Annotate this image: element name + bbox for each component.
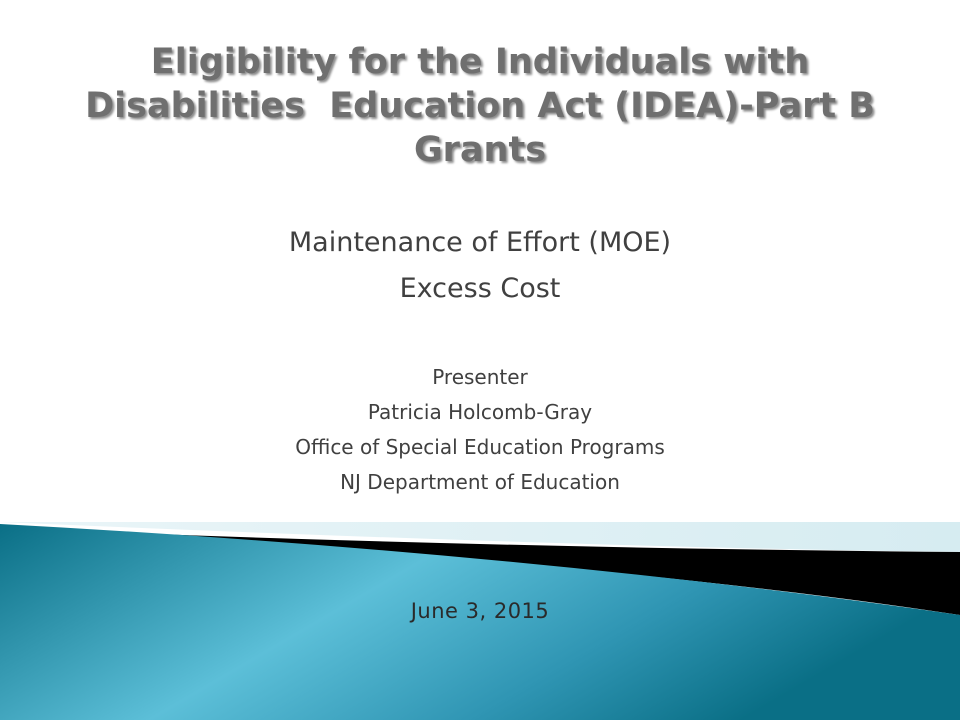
subtitle-line-2: Excess Cost — [399, 273, 561, 304]
presenter-name: Patricia Holcomb-Gray — [367, 400, 593, 424]
presenter-label: Presenter — [432, 365, 528, 389]
title-line-1: Eligibility for the Individuals with — [150, 42, 810, 82]
title-line-3: Grants — [413, 130, 547, 170]
subtitle-line-1: Maintenance of Effort (MOE) — [288, 227, 672, 258]
presenter-office: Office of Special Education Programs — [295, 435, 665, 459]
presenter-department: NJ Department of Education — [340, 470, 620, 494]
title-line-2: Disabilities Education Act (IDEA)-Part B — [85, 86, 875, 126]
presentation-date: June 3, 2015 — [410, 599, 550, 623]
